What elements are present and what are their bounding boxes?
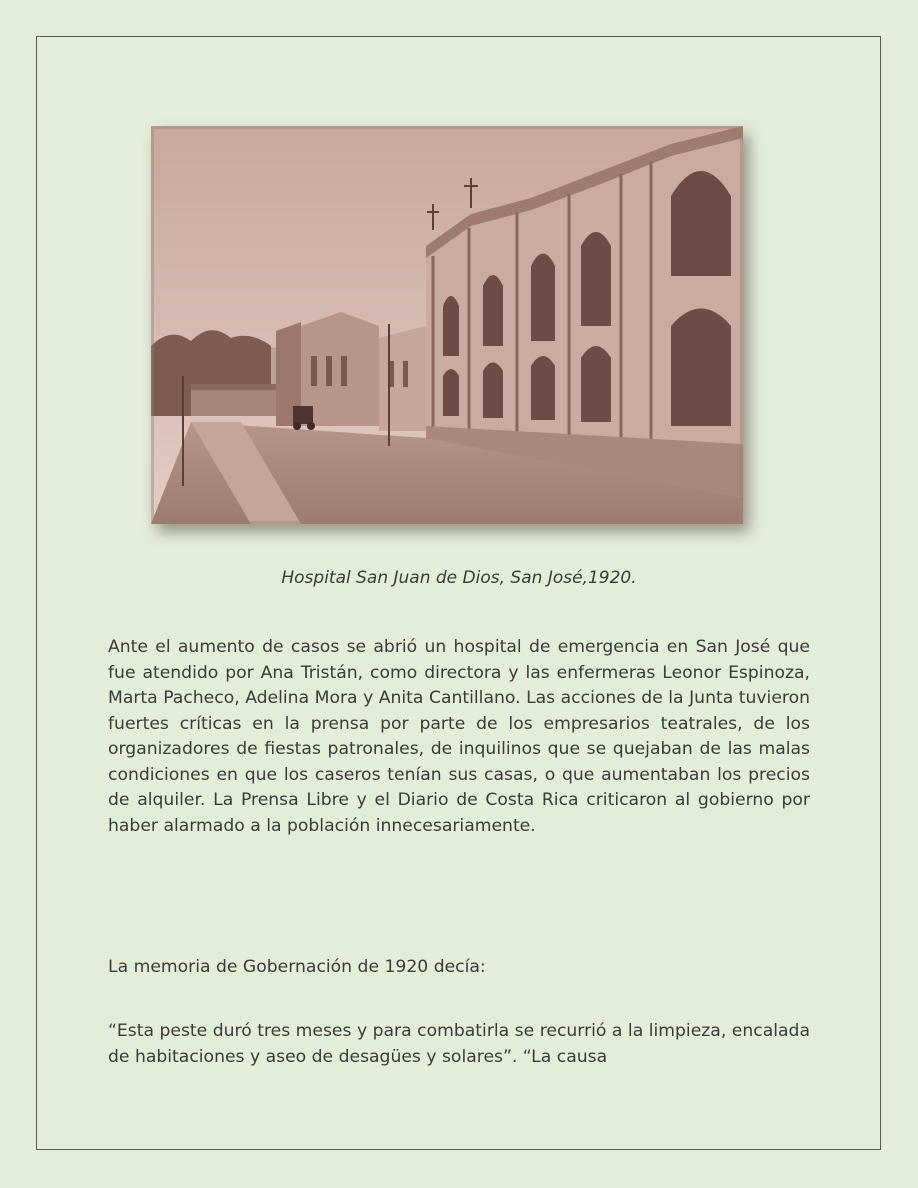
body-paragraph-1: Ante el aumento de casos se abrió un hospital de emergencia en San José que fue atendido por Ana Tristán, como directora y las enfermeras Leonor Espinoza, Marta Pacheco, Adelina Mora y Anita Cantillano. Las acciones de la Junta tuvieron fuertes críticas en la prensa por parte de los empresarios teatrales, de los organizadores de fiestas patronales, de inquilinos que se quejaban de las malas condiciones en que los caseros tenían sus casas, o que aumentaban los precios de alquiler. La Prensa Libre y el Diario de Costa Rica criticaron al gobierno por haber alarmado a la población innecesariamente. bbox=[108, 637, 810, 836]
photo-caption: Hospital San Juan de Dios, San José,1920. bbox=[281, 568, 637, 588]
body-paragraph-3: “Esta peste duró tres meses y para combatirla se recurrió a la limpieza, encalada de habitaciones y aseo de desagües y solares”. “La causa bbox=[108, 1021, 810, 1067]
hospital-photo-illustration bbox=[151, 126, 743, 524]
hospital-photo bbox=[151, 126, 743, 524]
body-paragraph-2: La memoria de Gobernación de 1920 decía: bbox=[108, 957, 486, 977]
